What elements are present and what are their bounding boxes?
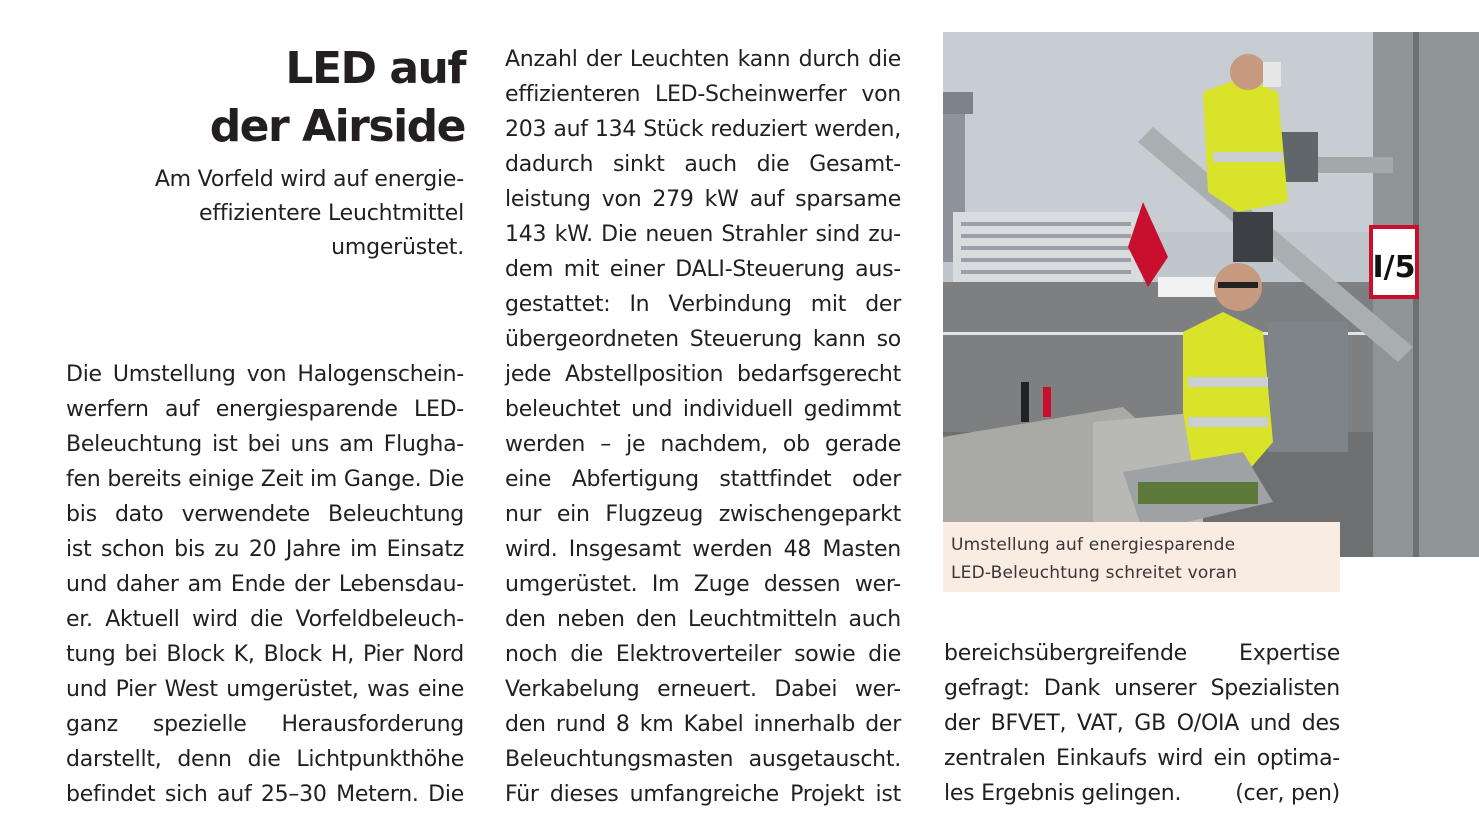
text-line: dem mit einer DALI-Steuerung aus- (505, 257, 901, 282)
text-line: dadurch sinkt auch die Gesamt- (505, 152, 901, 177)
text-line: nur ein Flugzeug zwischengeparkt (505, 502, 901, 527)
article-photo (943, 32, 1479, 557)
title-line: der Airside (209, 101, 465, 152)
mast-sign-label: I/5 (1372, 250, 1416, 285)
text-line: umgerüstet. Im Zuge dessen wer- (505, 572, 901, 597)
article-column-1 (66, 357, 464, 812)
text-line: zentralen Einkaufs wird ein optima- (944, 746, 1340, 771)
text-line-last (944, 776, 1340, 811)
text-line: wird. Insgesamt werden 48 Masten (505, 537, 901, 562)
text-line: tung bei Block K, Block H, Pier Nord (66, 642, 464, 667)
subtitle-line: umgerüstet. (331, 235, 464, 260)
title-line: LED auf (285, 43, 465, 94)
workers-on-light-mast-photo (943, 32, 1479, 557)
text-line: und Pier West umgerüstet, was eine (66, 677, 464, 702)
article-column-2 (505, 42, 901, 812)
text-line: ganz spezielle Herausforderung (66, 712, 464, 737)
caption-line: Umstellung auf energiesparende (951, 535, 1236, 555)
article-subtitle (80, 163, 464, 265)
text-line: eine Abfertigung stattfindet oder (505, 467, 901, 492)
text-line: fen bereits einige Zeit im Gange. Die (66, 467, 464, 492)
text-line: noch die Elektroverteiler sowie die (505, 642, 901, 667)
subtitle-line: Am Vorfeld wird auf energie- (154, 167, 464, 192)
text-line: Verkabelung erneuert. Dabei wer- (505, 677, 901, 702)
text-line: effizienteren LED-Scheinwerfer von (505, 82, 901, 107)
article-column-3 (944, 636, 1340, 811)
text-line: Die Umstellung von Halogenschein- (66, 362, 464, 387)
photo-caption (943, 522, 1340, 592)
text-line: Beleuchtungsmasten ausgetauscht. (505, 747, 901, 772)
text-line: befindet sich auf 25–30 Metern. Die (66, 782, 464, 807)
text-line: ist schon bis zu 20 Jahre im Einsatz (66, 537, 464, 562)
text-line: bis dato verwendete Beleuchtung (66, 502, 464, 527)
text-line: bereichsübergreifende Expertise (944, 641, 1340, 666)
text-line: Für dieses umfangreiche Projekt ist (505, 782, 901, 807)
text-line: und daher am Ende der Lebensdau- (66, 572, 464, 597)
caption-line: LED-Beleuchtung schreitet voran (951, 563, 1238, 583)
closing-sentence: les Ergebnis gelingen. (944, 781, 1182, 806)
text-line: darstellt, denn die Lichtpunkthöhe (66, 747, 464, 772)
text-line: leistung von 279 kW auf sparsame (505, 187, 901, 212)
text-line: 143 kW. Die neuen Strahler sind zu- (505, 222, 901, 247)
text-line: gefragt: Dank unserer Spezialisten (944, 676, 1340, 701)
article-title (150, 40, 465, 156)
text-line: beleuchtet und individuell gedimmt (505, 397, 901, 422)
text-line: er. Aktuell wird die Vorfeldbeleuch- (66, 607, 464, 632)
author-credit: (cer, pen) (1235, 781, 1340, 806)
text-line: der BFVET, VAT, GB O/OIA und des (944, 711, 1340, 736)
text-line: 203 auf 134 Stück reduziert werden, (505, 117, 901, 142)
text-line: gestattet: In Verbindung mit der (505, 292, 901, 317)
text-line: Anzahl der Leuchten kann durch die (505, 47, 901, 72)
text-line: werfern auf energiesparende LED- (66, 397, 464, 422)
text-line: Beleuchtung ist bei uns am Flugha- (66, 432, 464, 457)
subtitle-line: effizientere Leuchtmittel (199, 201, 464, 226)
text-line: jede Abstellposition bedarfsgerecht (505, 362, 901, 387)
text-line: werden – je nachdem, ob gerade (505, 432, 901, 457)
text-line: den rund 8 km Kabel innerhalb der (505, 712, 901, 737)
text-line: übergeordneten Steuerung kann so (505, 327, 901, 352)
text-line: den neben den Leuchtmitteln auch (505, 607, 901, 632)
